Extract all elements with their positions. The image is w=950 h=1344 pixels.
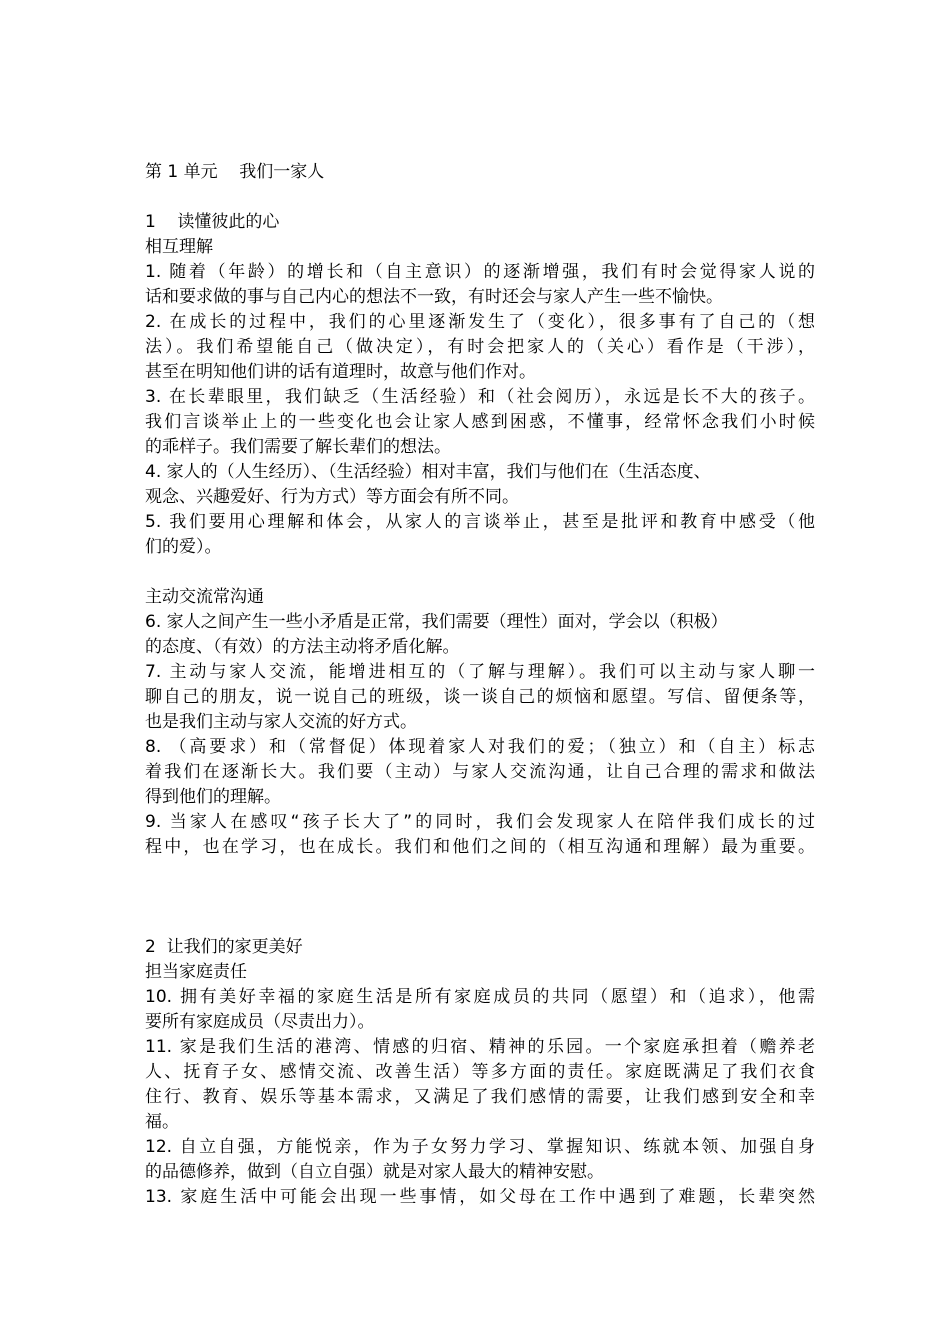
paragraph-line: 程中，也在学习，也在成长。我们和他们之间的（相互沟通和理解）最为重要。 [145,837,815,857]
paragraph-line: 人、抚育子女、感情交流、改善生活）等多方面的责任。家庭既满足了我们衣食 [145,1062,815,1082]
paragraph-line: 聊自己的朋友，说一说自己的班级，谈一谈自己的烦恼和愿望。写信、留便条等， [145,687,815,707]
lesson-2-title: 2 让我们的家更美好 [145,937,303,957]
paragraph-line: 6. 家人之间产生一些小矛盾是正常，我们需要（理性）面对，学会以（积极） [145,612,728,632]
paragraph-line: 的态度、（有效）的方法主动将矛盾化解。 [145,637,460,657]
document-page [145,160,815,1210]
paragraph-line: 着我们在逐渐长大。我们要（主动）与家人交流沟通，让自己合理的需求和做法 [145,762,815,782]
paragraph-line: 的乖样子。我们需要了解长辈们的想法。 [145,437,451,457]
paragraph-line: 也是我们主动与家人交流的好方式。 [145,712,417,732]
paragraph-line: 11. 家是我们生活的港湾、情感的归宿、精神的乐园。一个家庭承担着（赡养老 [145,1037,815,1057]
paragraph-line: 住行、教育、娱乐等基本需求，又满足了我们感情的需要，让我们感到安全和幸 [145,1087,815,1107]
section-heading-mutual-understanding: 相互理解 [145,237,213,257]
paragraph-line: 要所有家庭成员（尽责出力）。 [145,1012,375,1032]
paragraph-line: 7. 主动与家人交流，能增进相互的（了解与理解）。我们可以主动与家人聊一 [145,662,815,682]
paragraph-line: 2. 在成长的过程中，我们的心里逐渐发生了（变化），很多事有了自己的（想 [145,312,815,332]
paragraph-line: 10. 拥有美好幸福的家庭生活是所有家庭成员的共同（愿望）和（追求），他需 [145,987,815,1007]
section-heading-family-responsibility: 担当家庭责任 [145,962,247,982]
paragraph-line: 8. （高要求）和（常督促）体现着家人对我们的爱；（独立）和（自主）标志 [145,737,815,757]
paragraph-line: 12. 自立自强，方能悦亲，作为子女努力学习、掌握知识、练就本领、加强自身 [145,1137,815,1157]
paragraph-line: 5. 我们要用心理解和体会，从家人的言谈举止，甚至是批评和教育中感受（他 [145,512,815,532]
paragraph-line: 法）。我们希望能自己（做决定），有时会把家人的（关心）看作是（干涉）， [145,337,815,357]
paragraph-line: 的品德修养，做到（自立自强）就是对家人最大的精神安慰。 [145,1162,604,1182]
paragraph-line: 们的爱）。 [145,537,222,557]
paragraph-line: 观念、兴趣爱好、行为方式）等方面会有所不同。 [145,487,519,507]
paragraph-line: 9. 当家人在感叹“孩子长大了”的同时，我们会发现家人在陪伴我们成长的过 [145,812,815,832]
paragraph-line: 得到他们的理解。 [145,787,281,807]
unit-title: 第 1 单元 我们一家人 [145,162,325,182]
paragraph-line: 1. 随着（年龄）的增长和（自主意识）的逐渐增强，我们有时会觉得家人说的 [145,262,815,282]
paragraph-line: 话和要求做的事与自己内心的想法不一致，有时还会与家人产生一些不愉快。 [145,287,723,307]
section-heading-communication: 主动交流常沟通 [145,587,264,607]
paragraph-line: 3. 在长辈眼里，我们缺乏（生活经验）和（社会阅历），永远是长不大的孩子。 [145,387,815,407]
lesson-1-title: 1 读懂彼此的心 [145,212,280,232]
paragraph-line: 4. 家人的（人生经历）、（生活经验）相对丰富，我们与他们在（生活态度、 [145,462,711,482]
paragraph-line: 我们言谈举止上的一些变化也会让家人感到困惑，不懂事，经常怀念我们小时候 [145,412,815,432]
paragraph-line: 福。 [145,1112,179,1132]
paragraph-line: 13. 家庭生活中可能会出现一些事情，如父母在工作中遇到了难题，长辈突然 [145,1187,815,1207]
paragraph-line: 甚至在明知他们讲的话有道理时，故意与他们作对。 [145,362,536,382]
